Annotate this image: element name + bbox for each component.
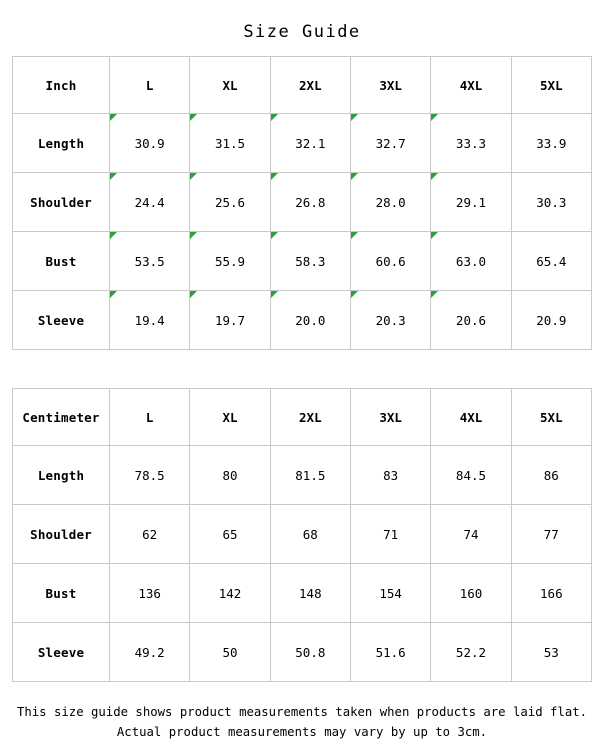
cell-sleeve-xl: 19.7 [190, 291, 270, 350]
cell-length-5xl: 86 [511, 446, 591, 505]
cell-shoulder-4xl: 74 [431, 505, 511, 564]
row-label-sleeve: Sleeve [13, 623, 110, 682]
cell-length-4xl: 84.5 [431, 446, 511, 505]
size-header-2xl: 2XL [270, 57, 350, 114]
cell-bust-4xl: 160 [431, 564, 511, 623]
cell-sleeve-5xl: 20.9 [511, 291, 591, 350]
table-spacer [0, 350, 604, 388]
cell-shoulder-2xl: 68 [270, 505, 350, 564]
cell-length-xl: 80 [190, 446, 270, 505]
size-header-3xl: 3XL [350, 57, 430, 114]
table-row [13, 564, 592, 623]
table-header-row [13, 389, 592, 446]
row-label-bust: Bust [13, 564, 110, 623]
cell-bust-2xl: 58.3 [270, 232, 350, 291]
cell-sleeve-3xl: 20.3 [350, 291, 430, 350]
cell-shoulder-3xl: 71 [350, 505, 430, 564]
table-header-row [13, 57, 592, 114]
cell-sleeve-2xl: 50.8 [270, 623, 350, 682]
cell-bust-5xl: 65.4 [511, 232, 591, 291]
cell-bust-xl: 142 [190, 564, 270, 623]
cell-sleeve-4xl: 52.2 [431, 623, 511, 682]
size-guide-footnote: This size guide shows product measurements taken when products are laid flat. Actual product measurements may vary by up to 3cm. [16, 705, 588, 739]
cell-sleeve-l: 19.4 [110, 291, 190, 350]
table-row [13, 291, 592, 350]
row-label-length: Length [13, 446, 110, 505]
cell-shoulder-4xl: 29.1 [431, 173, 511, 232]
table-row [13, 173, 592, 232]
cell-length-4xl: 33.3 [431, 114, 511, 173]
table-row [13, 114, 592, 173]
row-label-bust: Bust [13, 232, 110, 291]
size-header-xl: XL [190, 57, 270, 114]
size-header-3xl: 3XL [350, 389, 430, 446]
cell-shoulder-5xl: 77 [511, 505, 591, 564]
cell-bust-3xl: 154 [350, 564, 430, 623]
size-header-xl: XL [190, 389, 270, 446]
cell-length-l: 78.5 [110, 446, 190, 505]
cell-length-l: 30.9 [110, 114, 190, 173]
cell-shoulder-3xl: 28.0 [350, 173, 430, 232]
row-label-shoulder: Shoulder [13, 173, 110, 232]
cell-sleeve-l: 49.2 [110, 623, 190, 682]
cell-shoulder-l: 62 [110, 505, 190, 564]
cell-shoulder-xl: 25.6 [190, 173, 270, 232]
row-label-shoulder: Shoulder [13, 505, 110, 564]
cell-sleeve-2xl: 20.0 [270, 291, 350, 350]
size-header-5xl: 5XL [511, 57, 591, 114]
cell-sleeve-4xl: 20.6 [431, 291, 511, 350]
cell-sleeve-5xl: 53 [511, 623, 591, 682]
unit-label-centimeter: Centimeter [13, 389, 110, 446]
cell-length-2xl: 81.5 [270, 446, 350, 505]
cell-shoulder-l: 24.4 [110, 173, 190, 232]
size-header-4xl: 4XL [431, 57, 511, 114]
table-row [13, 623, 592, 682]
row-label-sleeve: Sleeve [13, 291, 110, 350]
unit-label-inch: Inch [13, 57, 110, 114]
size-header-2xl: 2XL [270, 389, 350, 446]
cell-bust-5xl: 166 [511, 564, 591, 623]
size-header-4xl: 4XL [431, 389, 511, 446]
table-row [13, 446, 592, 505]
size-header-l: L [110, 57, 190, 114]
size-header-5xl: 5XL [511, 389, 591, 446]
table-row [13, 232, 592, 291]
cell-sleeve-3xl: 51.6 [350, 623, 430, 682]
cell-bust-4xl: 63.0 [431, 232, 511, 291]
cell-length-3xl: 83 [350, 446, 430, 505]
cell-shoulder-2xl: 26.8 [270, 173, 350, 232]
cell-length-3xl: 32.7 [350, 114, 430, 173]
page-title: Size Guide [243, 22, 361, 42]
cell-shoulder-xl: 65 [190, 505, 270, 564]
cell-shoulder-5xl: 30.3 [511, 173, 591, 232]
size-table-inch [12, 56, 592, 350]
cell-bust-xl: 55.9 [190, 232, 270, 291]
cell-length-5xl: 33.9 [511, 114, 591, 173]
row-label-length: Length [13, 114, 110, 173]
cell-length-xl: 31.5 [190, 114, 270, 173]
cell-sleeve-xl: 50 [190, 623, 270, 682]
cell-length-2xl: 32.1 [270, 114, 350, 173]
table-row [13, 505, 592, 564]
size-header-l: L [110, 389, 190, 446]
cell-bust-2xl: 148 [270, 564, 350, 623]
cell-bust-l: 53.5 [110, 232, 190, 291]
cell-bust-3xl: 60.6 [350, 232, 430, 291]
cell-bust-l: 136 [110, 564, 190, 623]
size-table-centimeter [12, 388, 592, 682]
